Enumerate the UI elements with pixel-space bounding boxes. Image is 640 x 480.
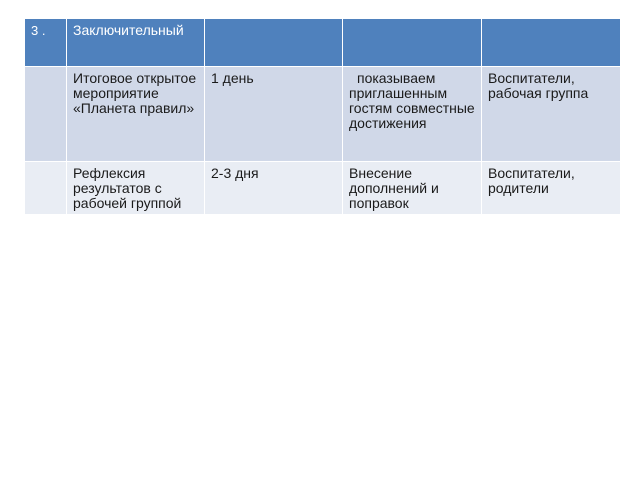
table-row bbox=[25, 162, 621, 215]
responsible-cell: Воспитатели, родители bbox=[482, 162, 621, 215]
activity-cell: Итоговое открытое мероприятие «Планета правил» bbox=[67, 67, 205, 162]
duration-cell: 1 день bbox=[205, 67, 343, 162]
activity-cell: Рефлексия результатов с рабочей группой bbox=[67, 162, 205, 215]
header-empty-cell bbox=[343, 19, 482, 67]
duration-cell: 2-3 дня bbox=[205, 162, 343, 215]
row-number-cell bbox=[25, 67, 67, 162]
stage-name-cell: Заключительный bbox=[67, 19, 205, 67]
header-empty-cell bbox=[205, 19, 343, 67]
table-header-row bbox=[25, 19, 621, 67]
header-empty-cell bbox=[482, 19, 621, 67]
stage-number-cell: 3 . bbox=[25, 19, 67, 67]
table-row bbox=[25, 67, 621, 162]
responsible-cell: Воспитатели, рабочая группа bbox=[482, 67, 621, 162]
project-plan-table bbox=[24, 18, 621, 215]
result-cell: Внесение дополнений и поправок bbox=[343, 162, 482, 215]
row-number-cell bbox=[25, 162, 67, 215]
result-cell: показываем приглашенным гостям совместные достижения bbox=[343, 67, 482, 162]
